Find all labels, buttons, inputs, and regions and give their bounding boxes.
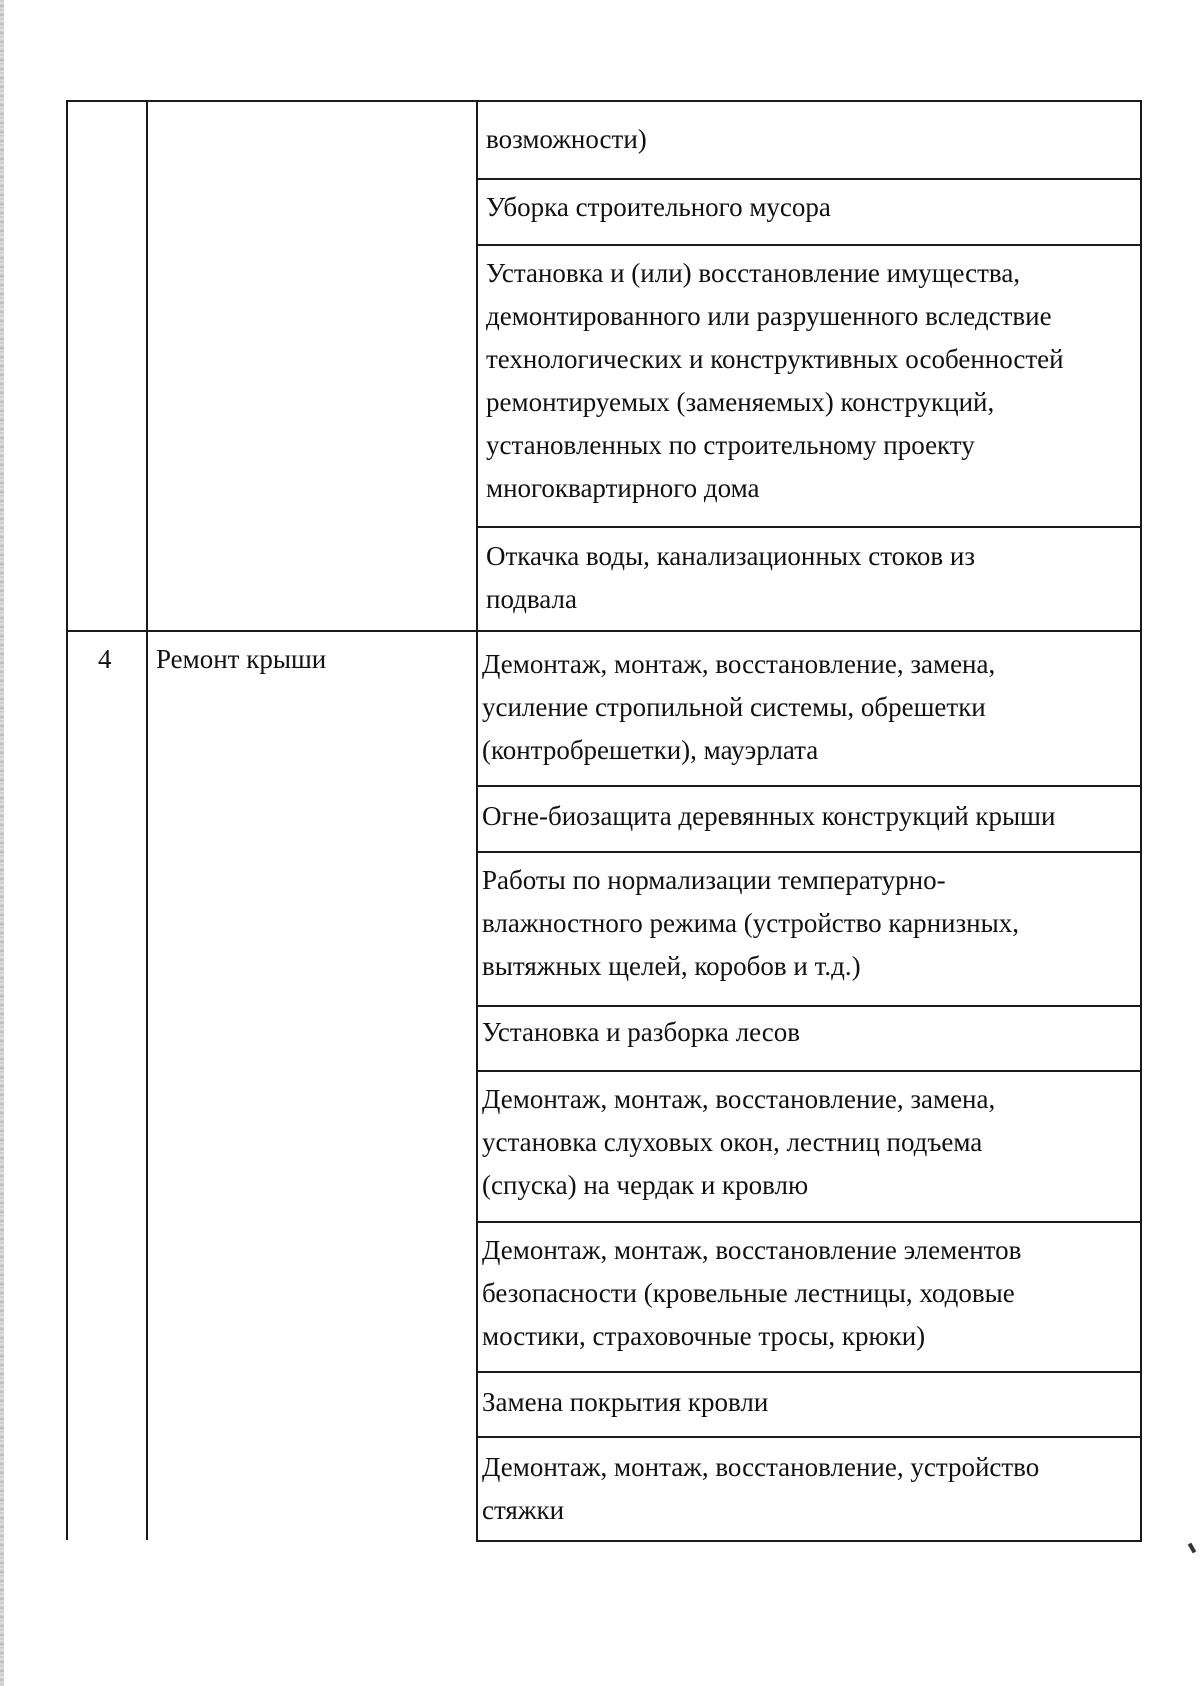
work-item: Демонтаж, монтаж, восстановление, замена, установка слуховых окон, лестниц подъема (спуска) на чердак и кровлю [482,1084,996,1200]
row-border [476,526,1142,528]
row-border [476,1070,1142,1072]
work-item: Уборка строительного мусора [486,192,831,222]
row-border [476,1221,1142,1223]
row-border [476,178,1142,180]
work-item: Установка и разборка лесов [482,1017,801,1047]
table-right-border [1140,100,1142,1540]
row-border [476,1005,1142,1007]
work-item: Огне-биозащита деревянных конструкций крыши [482,801,1056,831]
row-border [476,1436,1142,1438]
row-border [476,851,1142,853]
row-border [476,244,1142,246]
work-item: Демонтаж, монтаж, восстановление, устройство стяжки [482,1452,1040,1525]
section-border [66,630,1142,632]
work-item: Замена покрытия кровли [482,1387,769,1417]
table-bottom-border [476,1540,1142,1542]
work-item: Установка и (или) восстановление имущества, демонтированного или разрушенного вследствие технологических и конструктивных особенностей ремонтируемых (заменяемых) конструкций, установленных по строительному проекту многоквартирного дома [486,258,1064,503]
work-item: Демонтаж, монтаж, восстановление элементов безопасности (кровельные лестницы, ходовые мостики, страховочные тросы, крюки) [482,1235,1022,1351]
work-item: Работы по нормализации температурно- влажностного режима (устройство карнизных, вытяжных щелей, коробов и т.д.) [482,865,1019,981]
work-item: Откачка воды, канализационных стоков из подвала [486,541,976,614]
work-item: возможности) [486,124,647,154]
row-border [476,1371,1142,1373]
row-border [476,785,1142,787]
table-top-border [66,100,1142,102]
section-number: 4 [98,644,112,674]
column-divider-number [146,100,148,1540]
column-divider-name [476,100,478,1540]
table-left-border [66,100,68,1540]
section-name: Ремонт крыши [156,644,327,674]
scan-mark [1188,1543,1196,1554]
work-item: Демонтаж, монтаж, восстановление, замена, усиление стропильной системы, обрешетки (контробрешетки), мауэрлата [482,649,996,765]
scan-edge [0,0,4,1686]
